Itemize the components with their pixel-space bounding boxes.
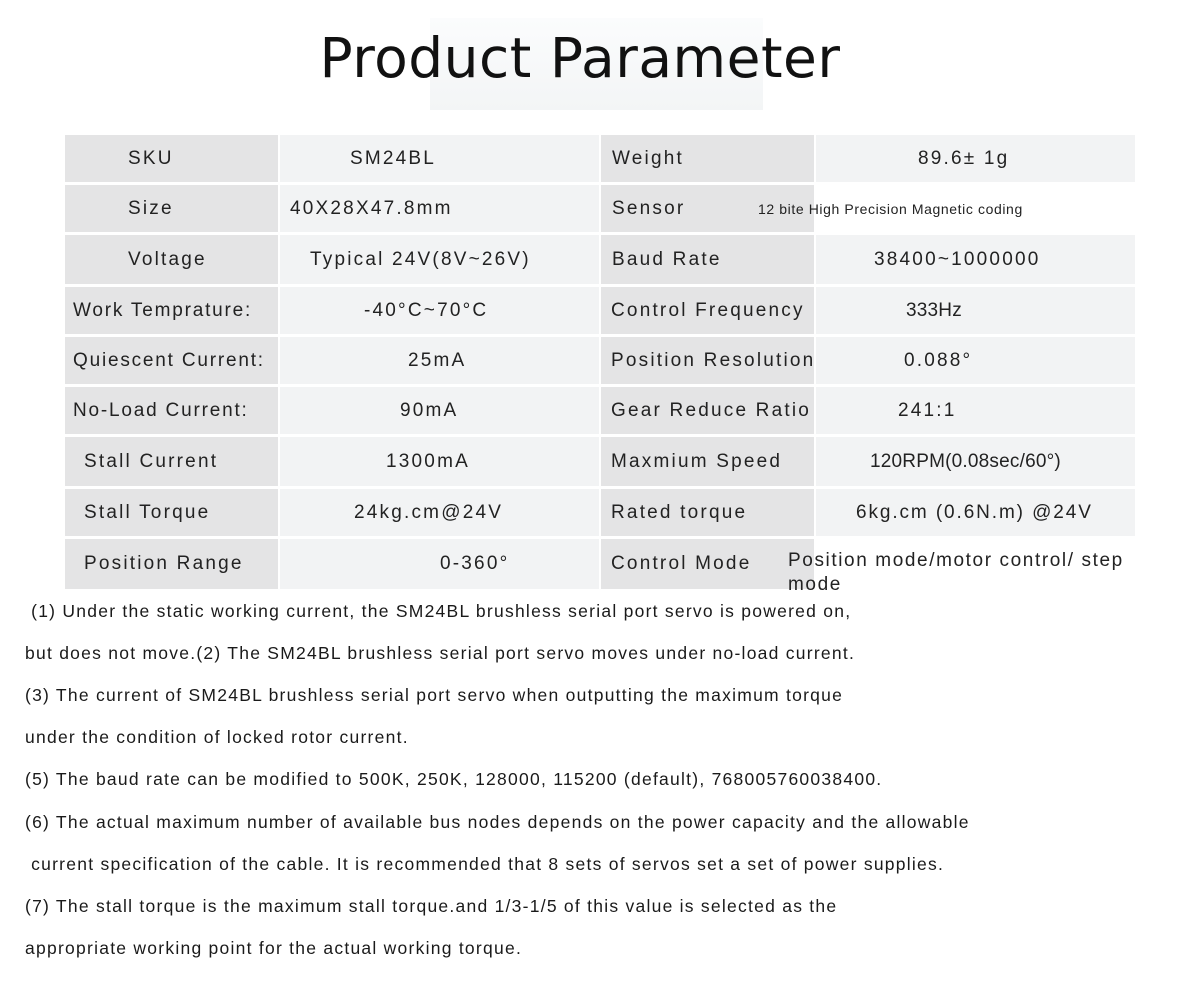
note-line: current specification of the cable. It is recommended that 8 sets of servos set a set of power supplies. <box>25 854 945 874</box>
param-label: No-Load Current: <box>65 387 278 434</box>
param-value: 333Hz <box>816 287 1135 334</box>
note-line: but does not move.(2) The SM24BL brushless serial port servo moves under no-load current. <box>25 643 856 663</box>
param-label: Sensor <box>601 185 814 232</box>
param-value: 90mA <box>280 387 599 434</box>
param-label: Stall Torque <box>65 489 278 536</box>
param-row-maximum-speed <box>601 437 1135 489</box>
param-row-stall-current <box>65 437 599 489</box>
note-line: (6) The actual maximum number of available bus nodes depends on the power capacity and the allowable <box>25 812 970 832</box>
note-line: appropriate working point for the actual working torque. <box>25 938 523 958</box>
param-value: 40X28X47.8mm <box>280 185 599 232</box>
param-label: Quiescent Current: <box>65 337 278 384</box>
param-label: Position Range <box>65 539 278 589</box>
param-label: Weight <box>601 135 814 182</box>
param-value: SM24BL <box>280 135 599 182</box>
param-row-rated-torque <box>601 489 1135 539</box>
param-row-control-mode <box>601 539 1135 595</box>
param-row-sensor <box>601 185 1135 235</box>
param-row-no-load-current <box>65 387 599 437</box>
param-value: 120RPM(0.08sec/60°) <box>816 437 1135 486</box>
parameter-table <box>65 135 1135 595</box>
param-label: Control Mode <box>601 539 814 589</box>
param-row-position-resolution <box>601 337 1135 387</box>
param-label: Baud Rate <box>601 235 814 284</box>
param-row-work-temperature <box>65 287 599 337</box>
note-line: under the condition of locked rotor current. <box>25 727 409 747</box>
param-row-quiescent-current <box>65 337 599 387</box>
note-line: (5) The baud rate can be modified to 500K, 250K, 128000, 115200 (default), 768005760038400. <box>25 769 883 789</box>
param-value: 6kg.cm (0.6N.m) @24V <box>816 489 1135 536</box>
param-row-voltage <box>65 235 599 287</box>
param-row-control-frequency <box>601 287 1135 337</box>
param-value: 0.088° <box>816 337 1135 384</box>
param-value: 241:1 <box>816 387 1135 434</box>
param-value: 38400~1000000 <box>816 235 1135 284</box>
note-line: (7) The stall torque is the maximum stall torque.and 1/3-1/5 of this value is selected as the <box>25 896 838 916</box>
param-value: -40°C~70°C <box>280 287 599 334</box>
param-row-baud-rate <box>601 235 1135 287</box>
param-value: Position mode/motor control/ step mode <box>788 550 1124 595</box>
param-label: Voltage <box>65 235 278 284</box>
note-line: (1) Under the static working current, the SM24BL brushless serial port servo is powered on, <box>25 601 852 621</box>
param-value: 12 bite High Precision Magnetic coding <box>758 200 1023 217</box>
param-label: Control Frequency <box>601 287 814 334</box>
param-value: 24kg.cm@24V <box>280 489 599 536</box>
param-label: Maxmium Speed <box>601 437 814 486</box>
param-label: Stall Current <box>65 437 278 486</box>
param-row-gear-reduce-ratio <box>601 387 1135 437</box>
param-row-weight <box>601 135 1135 185</box>
param-value: Typical 24V(8V~26V) <box>280 235 599 284</box>
page-title: Product Parameter <box>319 26 841 90</box>
param-value: 1300mA <box>280 437 599 486</box>
param-label: Gear Reduce Ratio <box>601 387 814 434</box>
note-line: (3) The current of SM24BL brushless serial port servo when outputting the maximum torque <box>25 685 844 705</box>
param-label: SKU <box>65 135 278 182</box>
param-label: Size <box>65 185 278 232</box>
param-row-sku <box>65 135 599 185</box>
param-label: Work Temprature: <box>65 287 278 334</box>
param-label: Position Resolution <box>601 337 814 384</box>
param-row-stall-torque <box>65 489 599 539</box>
param-value: 0-360° <box>280 539 599 589</box>
param-row-size <box>65 185 599 235</box>
param-value: 89.6± 1g <box>816 135 1135 182</box>
param-value: 25mA <box>280 337 599 384</box>
param-label: Rated torque <box>601 489 814 536</box>
parameter-column-left <box>65 135 599 589</box>
parameter-column-right <box>601 135 1135 595</box>
param-row-position-range <box>65 539 599 589</box>
